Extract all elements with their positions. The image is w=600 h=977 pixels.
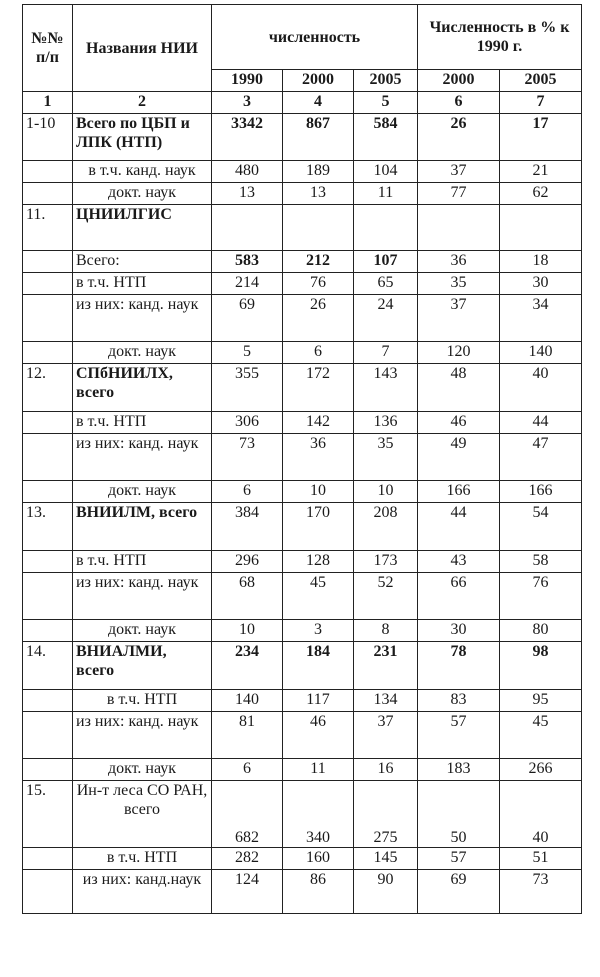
table-row [23,412,582,434]
cell-2005: 35 [354,434,418,481]
row-name: ВНИИЛМ, всего [73,503,212,551]
cell-1990: 384 [212,503,283,551]
table-row [23,114,582,161]
cell-2000: 36 [283,434,354,481]
row-name: СПбНИИЛХ, всего [73,364,212,412]
row-name: ЦНИИЛГИС [73,205,212,251]
cell-2005: 107 [354,251,418,273]
cell-2000: 867 [283,114,354,161]
cell-2000: 340 [283,781,354,848]
cell-1990: 355 [212,364,283,412]
cell-1990: 81 [212,712,283,759]
cell-pct-2005: 80 [500,620,582,642]
cell-2005: 8 [354,620,418,642]
cell-pct-2000: 83 [418,690,500,712]
cell-1990: 306 [212,412,283,434]
cell-pct-2005: 73 [500,870,582,914]
row-num [23,342,73,364]
row-name: Ин-т леса СО РАН, всего [73,781,212,848]
cell-pct-2000: 48 [418,364,500,412]
year-2005: 2005 [354,70,418,92]
row-name: докт. наук [73,342,212,364]
row-num [23,251,73,273]
row-name: в т.ч. канд. наук [73,161,212,183]
row-num [23,759,73,781]
cell-2005: 173 [354,551,418,573]
cell-1990: 13 [212,183,283,205]
row-num [23,183,73,205]
cell-pct-2000 [418,205,500,251]
cell-pct-2005: 40 [500,781,582,848]
row-num [23,273,73,295]
row-name: в т.ч. НТП [73,690,212,712]
row-name: в т.ч. НТП [73,412,212,434]
pct-year-2000: 2000 [418,70,500,92]
cell-pct-2005 [500,205,582,251]
cell-pct-2005: 266 [500,759,582,781]
cell-pct-2000: 43 [418,551,500,573]
header-count: численность [212,5,418,70]
cell-2005: 143 [354,364,418,412]
row-num [23,551,73,573]
cell-1990: 480 [212,161,283,183]
table-row [23,759,582,781]
cell-pct-2000: 37 [418,295,500,342]
cell-pct-2000: 36 [418,251,500,273]
cell-2005: 145 [354,848,418,870]
cell-pct-2000: 30 [418,620,500,642]
cell-1990: 682 [212,781,283,848]
colnum-4: 4 [283,92,354,114]
cell-pct-2000: 77 [418,183,500,205]
cell-2000: 189 [283,161,354,183]
cell-pct-2000: 183 [418,759,500,781]
pct-year-2005: 2005 [500,70,582,92]
header-pct: Численность в % к 1990 г. [418,5,582,70]
staff-table [22,4,582,914]
cell-pct-2000: 46 [418,412,500,434]
table-row [23,342,582,364]
cell-2000: 86 [283,870,354,914]
row-num [23,295,73,342]
table-row [23,183,582,205]
row-num: 13. [23,503,73,551]
colnum-7: 7 [500,92,582,114]
cell-2005: 24 [354,295,418,342]
cell-2005: 11 [354,183,418,205]
row-num [23,481,73,503]
cell-pct-2005: 30 [500,273,582,295]
cell-1990: 6 [212,759,283,781]
row-num [23,870,73,914]
cell-2005: 275 [354,781,418,848]
cell-2000: 76 [283,273,354,295]
colnum-3: 3 [212,92,283,114]
cell-2005: 65 [354,273,418,295]
colnum-row [23,92,582,114]
row-num [23,573,73,620]
table-row [23,712,582,759]
row-name: ВНИАЛМИ, всего [73,642,212,690]
row-num [23,712,73,759]
cell-2000: 117 [283,690,354,712]
header-num: №№ п/п [23,5,73,92]
cell-1990: 6 [212,481,283,503]
cell-2005: 208 [354,503,418,551]
table-row [23,364,582,412]
cell-2005: 10 [354,481,418,503]
cell-pct-2005: 54 [500,503,582,551]
cell-pct-2005: 98 [500,642,582,690]
cell-2000: 184 [283,642,354,690]
cell-2000: 13 [283,183,354,205]
table-row [23,848,582,870]
colnum-2: 2 [73,92,212,114]
cell-pct-2005: 44 [500,412,582,434]
cell-2000: 45 [283,573,354,620]
table-row [23,503,582,551]
cell-1990: 583 [212,251,283,273]
cell-2005: 37 [354,712,418,759]
cell-pct-2005: 34 [500,295,582,342]
year-2000: 2000 [283,70,354,92]
table-row [23,273,582,295]
row-num [23,161,73,183]
row-name: докт. наук [73,759,212,781]
cell-2000: 6 [283,342,354,364]
cell-1990: 234 [212,642,283,690]
cell-pct-2000: 50 [418,781,500,848]
header-name: Названия НИИ [73,5,212,92]
row-num [23,620,73,642]
cell-pct-2000: 57 [418,712,500,759]
row-name: из них: канд. наук [73,573,212,620]
row-num: 15. [23,781,73,848]
cell-2000 [283,205,354,251]
row-num: 12. [23,364,73,412]
table-row [23,642,582,690]
cell-2000: 10 [283,481,354,503]
cell-2000: 170 [283,503,354,551]
row-name: в т.ч. НТП [73,848,212,870]
cell-2005: 104 [354,161,418,183]
row-num [23,848,73,870]
cell-pct-2000: 35 [418,273,500,295]
cell-pct-2005: 40 [500,364,582,412]
cell-1990: 73 [212,434,283,481]
header-row [23,5,582,70]
cell-2000: 142 [283,412,354,434]
row-name: докт. наук [73,183,212,205]
row-num [23,412,73,434]
row-name: из них: канд. наук [73,434,212,481]
table-row [23,481,582,503]
cell-2005: 52 [354,573,418,620]
cell-pct-2005: 21 [500,161,582,183]
table-row [23,781,582,848]
cell-1990: 124 [212,870,283,914]
cell-2000: 128 [283,551,354,573]
document-page [22,4,582,914]
row-num: 11. [23,205,73,251]
row-name: докт. наук [73,481,212,503]
cell-pct-2000: 49 [418,434,500,481]
table-row [23,690,582,712]
cell-1990: 68 [212,573,283,620]
table-row [23,251,582,273]
cell-1990: 69 [212,295,283,342]
cell-pct-2005: 95 [500,690,582,712]
cell-pct-2005: 18 [500,251,582,273]
cell-1990: 10 [212,620,283,642]
cell-pct-2005: 76 [500,573,582,620]
cell-2005: 134 [354,690,418,712]
cell-2005: 584 [354,114,418,161]
cell-2005 [354,205,418,251]
table-row [23,620,582,642]
cell-pct-2005: 51 [500,848,582,870]
colnum-5: 5 [354,92,418,114]
cell-2005: 231 [354,642,418,690]
row-name: докт. наук [73,620,212,642]
table-row [23,161,582,183]
row-name: в т.ч. НТП [73,551,212,573]
table-row [23,551,582,573]
cell-1990: 5 [212,342,283,364]
cell-2005: 16 [354,759,418,781]
cell-pct-2005: 166 [500,481,582,503]
cell-1990: 3342 [212,114,283,161]
cell-pct-2000: 26 [418,114,500,161]
cell-pct-2000: 120 [418,342,500,364]
row-name: из них: канд. наук [73,712,212,759]
cell-1990 [212,205,283,251]
cell-pct-2005: 45 [500,712,582,759]
colnum-6: 6 [418,92,500,114]
row-num [23,434,73,481]
table-row [23,434,582,481]
table-row [23,205,582,251]
row-name: Всего по ЦБП и ЛПК (НТП) [73,114,212,161]
year-1990: 1990 [212,70,283,92]
cell-pct-2005: 62 [500,183,582,205]
cell-1990: 140 [212,690,283,712]
cell-2000: 212 [283,251,354,273]
row-name: в т.ч. НТП [73,273,212,295]
cell-pct-2000: 37 [418,161,500,183]
table-row [23,870,582,914]
cell-2000: 160 [283,848,354,870]
cell-pct-2000: 57 [418,848,500,870]
cell-2005: 7 [354,342,418,364]
cell-pct-2005: 58 [500,551,582,573]
cell-2005: 90 [354,870,418,914]
cell-1990: 296 [212,551,283,573]
table-row [23,295,582,342]
row-name: из них: канд.наук [73,870,212,914]
row-num: 14. [23,642,73,690]
cell-pct-2000: 166 [418,481,500,503]
cell-2000: 46 [283,712,354,759]
cell-2000: 11 [283,759,354,781]
cell-2000: 172 [283,364,354,412]
cell-pct-2000: 78 [418,642,500,690]
cell-2005: 136 [354,412,418,434]
cell-2000: 26 [283,295,354,342]
row-name: Всего: [73,251,212,273]
row-name: из них: канд. наук [73,295,212,342]
row-num: 1-10 [23,114,73,161]
table-row [23,573,582,620]
cell-pct-2005: 140 [500,342,582,364]
cell-2000: 3 [283,620,354,642]
cell-pct-2000: 66 [418,573,500,620]
cell-pct-2005: 17 [500,114,582,161]
cell-pct-2000: 69 [418,870,500,914]
cell-pct-2005: 47 [500,434,582,481]
colnum-1: 1 [23,92,73,114]
cell-1990: 282 [212,848,283,870]
cell-pct-2000: 44 [418,503,500,551]
row-num [23,690,73,712]
cell-1990: 214 [212,273,283,295]
